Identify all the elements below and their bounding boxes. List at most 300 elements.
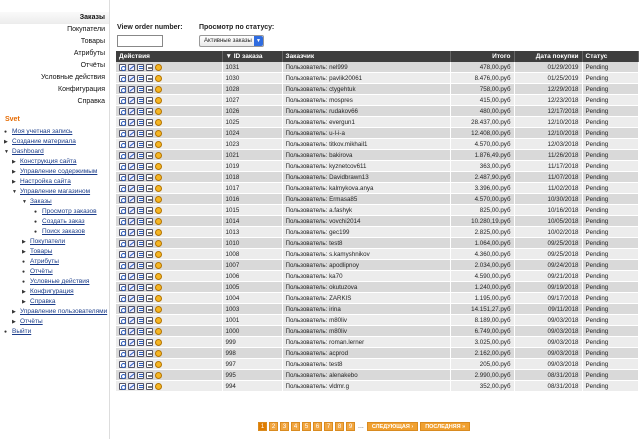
order-id-cell[interactable]: 997 bbox=[222, 359, 282, 370]
status-cell: Pending bbox=[582, 62, 638, 73]
invoice-icon[interactable] bbox=[137, 64, 144, 71]
customer-icon[interactable] bbox=[155, 240, 162, 247]
view-order-icon[interactable] bbox=[119, 240, 126, 247]
print-icon[interactable] bbox=[146, 240, 153, 247]
view-order-icon[interactable] bbox=[119, 295, 126, 302]
table-row[interactable] bbox=[116, 128, 638, 139]
customer-cell[interactable]: Пользователь: titkov.mikhail1 bbox=[282, 139, 450, 150]
customer-cell[interactable]: Пользователь: bakirova bbox=[282, 150, 450, 161]
nav-item-view-orders[interactable]: ● Просмотр заказов bbox=[34, 208, 97, 215]
print-icon[interactable] bbox=[146, 284, 153, 291]
customer-icon[interactable] bbox=[155, 251, 162, 258]
table-row[interactable] bbox=[116, 249, 638, 260]
view-order-icon[interactable] bbox=[119, 229, 126, 236]
column-header-status[interactable]: Статус bbox=[582, 51, 638, 62]
invoice-icon[interactable] bbox=[137, 372, 144, 379]
print-icon[interactable] bbox=[146, 163, 153, 170]
top-menu-item-customers[interactable]: Покупатели bbox=[67, 26, 105, 33]
customer-icon[interactable] bbox=[155, 207, 162, 214]
invoice-icon[interactable] bbox=[137, 361, 144, 368]
customer-cell[interactable]: Пользователь: a.fashyk bbox=[282, 205, 450, 216]
table-row[interactable] bbox=[116, 161, 638, 172]
customer-icon[interactable] bbox=[155, 174, 162, 181]
print-icon[interactable] bbox=[146, 75, 153, 82]
column-header-order-id[interactable]: ▼ ID заказа bbox=[222, 51, 282, 62]
top-menu-item-conditional-actions[interactable]: Условные действия bbox=[40, 74, 105, 81]
order-id-cell[interactable]: 1005 bbox=[222, 282, 282, 293]
customer-icon[interactable] bbox=[155, 97, 162, 104]
print-icon[interactable] bbox=[146, 339, 153, 346]
edit-order-icon[interactable] bbox=[128, 262, 135, 269]
orders-table bbox=[116, 51, 639, 392]
customer-icon[interactable] bbox=[155, 229, 162, 236]
invoice-icon[interactable] bbox=[137, 163, 144, 170]
status-cell: Pending bbox=[582, 271, 638, 282]
print-icon[interactable] bbox=[146, 372, 153, 379]
edit-order-icon[interactable] bbox=[128, 339, 135, 346]
nav-item-products[interactable]: ▶ Товары bbox=[22, 248, 53, 255]
nav-item-my-account[interactable]: ● Моя учетная запись bbox=[4, 128, 73, 135]
customer-icon[interactable] bbox=[155, 86, 162, 93]
nav-item-attributes[interactable]: ● Атрибуты bbox=[22, 258, 59, 265]
print-icon[interactable] bbox=[146, 152, 153, 159]
view-order-icon[interactable] bbox=[119, 163, 126, 170]
nav-item-configuration[interactable]: ▶ Конфигурация bbox=[22, 288, 74, 295]
order-id-cell[interactable]: 1018 bbox=[222, 172, 282, 183]
total-cell: 480,00.руб bbox=[450, 106, 514, 117]
order-number-input[interactable] bbox=[117, 35, 163, 47]
view-order-icon[interactable] bbox=[119, 262, 126, 269]
edit-order-icon[interactable] bbox=[128, 119, 135, 126]
print-icon[interactable] bbox=[146, 262, 153, 269]
edit-order-icon[interactable] bbox=[128, 64, 135, 71]
table-row[interactable] bbox=[116, 95, 638, 106]
edit-order-icon[interactable] bbox=[128, 141, 135, 148]
order-id-cell[interactable]: 1019 bbox=[222, 161, 282, 172]
order-id-cell[interactable]: 1028 bbox=[222, 84, 282, 95]
edit-order-icon[interactable] bbox=[128, 317, 135, 324]
order-id-cell[interactable]: 1010 bbox=[222, 238, 282, 249]
customer-cell[interactable]: Пользователь: u-l-i-a bbox=[282, 128, 450, 139]
nav-item-search-orders[interactable]: ● Поиск заказов bbox=[34, 228, 85, 235]
customer-cell[interactable]: Пользователь: irina bbox=[282, 304, 450, 315]
customer-icon[interactable] bbox=[155, 196, 162, 203]
print-icon[interactable] bbox=[146, 130, 153, 137]
view-order-icon[interactable] bbox=[119, 174, 126, 181]
table-row[interactable] bbox=[116, 183, 638, 194]
order-id-cell[interactable]: 998 bbox=[222, 348, 282, 359]
purchase-date-cell: 09/03/2018 bbox=[514, 326, 582, 337]
order-id-cell[interactable]: 1030 bbox=[222, 73, 282, 84]
nav-item-create-order[interactable]: ● Создать заказ bbox=[34, 218, 85, 225]
print-icon[interactable] bbox=[146, 174, 153, 181]
top-menu-item-orders[interactable]: Заказы bbox=[0, 12, 109, 24]
invoice-icon[interactable] bbox=[137, 108, 144, 115]
print-icon[interactable] bbox=[146, 361, 153, 368]
customer-cell[interactable]: Пользователь: pavlik20061 bbox=[282, 73, 450, 84]
order-id-cell[interactable]: 1025 bbox=[222, 117, 282, 128]
invoice-icon[interactable] bbox=[137, 339, 144, 346]
view-order-icon[interactable] bbox=[119, 185, 126, 192]
customer-icon[interactable] bbox=[155, 317, 162, 324]
table-row[interactable] bbox=[116, 216, 638, 227]
nav-item-dashboard[interactable]: ▼ Dashboard bbox=[4, 148, 44, 155]
customer-cell[interactable]: Пользователь: alenakebo bbox=[282, 370, 450, 381]
customer-cell[interactable]: Пользователь: m80liv bbox=[282, 315, 450, 326]
customer-icon[interactable] bbox=[155, 339, 162, 346]
order-id-cell[interactable]: 995 bbox=[222, 370, 282, 381]
edit-order-icon[interactable] bbox=[128, 108, 135, 115]
nav-item-user-management[interactable]: ▶ Управление пользователями bbox=[12, 308, 108, 315]
edit-order-icon[interactable] bbox=[128, 251, 135, 258]
customer-cell[interactable]: Пользователь: rudakov66 bbox=[282, 106, 450, 117]
customer-icon[interactable] bbox=[155, 273, 162, 280]
customer-cell[interactable]: Пользователь: ctygehtuk bbox=[282, 84, 450, 95]
order-id-cell[interactable]: 1024 bbox=[222, 128, 282, 139]
customer-cell[interactable]: Пользователь: gec199 bbox=[282, 227, 450, 238]
table-row[interactable] bbox=[116, 282, 638, 293]
print-icon[interactable] bbox=[146, 229, 153, 236]
invoice-icon[interactable] bbox=[137, 185, 144, 192]
main-content bbox=[113, 0, 637, 439]
table-row[interactable] bbox=[116, 304, 638, 315]
table-row[interactable] bbox=[116, 315, 638, 326]
actions-cell bbox=[116, 359, 222, 370]
table-row[interactable] bbox=[116, 359, 638, 370]
table-row[interactable] bbox=[116, 205, 638, 216]
print-icon[interactable] bbox=[146, 273, 153, 280]
nav-item-orders[interactable]: ▼ Заказы bbox=[22, 198, 52, 205]
table-row[interactable] bbox=[116, 117, 638, 128]
print-icon[interactable] bbox=[146, 185, 153, 192]
view-order-icon[interactable] bbox=[119, 75, 126, 82]
print-icon[interactable] bbox=[146, 207, 153, 214]
print-icon[interactable] bbox=[146, 317, 153, 324]
order-id-cell[interactable]: 1021 bbox=[222, 150, 282, 161]
table-row[interactable] bbox=[116, 106, 638, 117]
customer-icon[interactable] bbox=[155, 372, 162, 379]
view-order-icon[interactable] bbox=[119, 339, 126, 346]
edit-order-icon[interactable] bbox=[128, 75, 135, 82]
invoice-icon[interactable] bbox=[137, 251, 144, 258]
customer-cell[interactable]: Пользователь: evergun1 bbox=[282, 117, 450, 128]
edit-order-icon[interactable] bbox=[128, 196, 135, 203]
invoice-icon[interactable] bbox=[137, 152, 144, 159]
edit-order-icon[interactable] bbox=[128, 306, 135, 313]
customer-cell[interactable]: Пользователь: vovchi2014 bbox=[282, 216, 450, 227]
edit-order-icon[interactable] bbox=[128, 328, 135, 335]
top-menu-item-attributes[interactable]: Атрибуты bbox=[73, 50, 105, 57]
top-menu-item-configuration[interactable]: Конфигурация bbox=[58, 86, 105, 93]
table-row[interactable] bbox=[116, 370, 638, 381]
invoice-icon[interactable] bbox=[137, 75, 144, 82]
invoice-icon[interactable] bbox=[137, 119, 144, 126]
top-menu-item-products[interactable]: Товары bbox=[80, 38, 105, 45]
purchase-date-cell: 11/02/2018 bbox=[514, 183, 582, 194]
order-id-cell[interactable]: 1016 bbox=[222, 194, 282, 205]
edit-order-icon[interactable] bbox=[128, 97, 135, 104]
customer-icon[interactable] bbox=[155, 119, 162, 126]
customer-icon[interactable] bbox=[155, 163, 162, 170]
invoice-icon[interactable] bbox=[137, 306, 144, 313]
purchase-date-cell: 09/03/2018 bbox=[514, 337, 582, 348]
customer-cell[interactable]: Пользователь: mospres bbox=[282, 95, 450, 106]
table-row[interactable] bbox=[116, 194, 638, 205]
order-id-cell[interactable]: 1023 bbox=[222, 139, 282, 150]
customer-cell[interactable]: Пользователь: m80liv bbox=[282, 326, 450, 337]
customer-cell[interactable]: Пользователь: test8 bbox=[282, 359, 450, 370]
view-order-icon[interactable] bbox=[119, 218, 126, 225]
order-id-cell[interactable]: 1007 bbox=[222, 260, 282, 271]
last-page-button[interactable]: ПОСЛЕДНЯЯ » bbox=[420, 422, 470, 431]
invoice-icon[interactable] bbox=[137, 229, 144, 236]
print-icon[interactable] bbox=[146, 295, 153, 302]
edit-order-icon[interactable] bbox=[128, 273, 135, 280]
top-menu-item-help[interactable]: Справка bbox=[77, 98, 105, 105]
table-row[interactable] bbox=[116, 172, 638, 183]
print-icon[interactable] bbox=[146, 64, 153, 71]
customer-icon[interactable] bbox=[155, 75, 162, 82]
edit-order-icon[interactable] bbox=[128, 130, 135, 137]
page-button-3[interactable]: 3 bbox=[280, 422, 289, 431]
order-id-cell[interactable]: 1003 bbox=[222, 304, 282, 315]
column-header-customer[interactable]: Заказчик bbox=[282, 51, 450, 62]
invoice-icon[interactable] bbox=[137, 130, 144, 137]
customer-icon[interactable] bbox=[155, 108, 162, 115]
invoice-icon[interactable] bbox=[137, 196, 144, 203]
order-id-cell[interactable]: 1015 bbox=[222, 205, 282, 216]
order-id-cell[interactable]: 1008 bbox=[222, 249, 282, 260]
view-order-icon[interactable] bbox=[119, 361, 126, 368]
edit-order-icon[interactable] bbox=[128, 361, 135, 368]
edit-order-icon[interactable] bbox=[128, 86, 135, 93]
view-order-icon[interactable] bbox=[119, 97, 126, 104]
table-row[interactable] bbox=[116, 73, 638, 84]
view-order-icon[interactable] bbox=[119, 328, 126, 335]
view-order-icon[interactable] bbox=[119, 152, 126, 159]
customer-icon[interactable] bbox=[155, 284, 162, 291]
customer-cell[interactable]: Пользователь: Ermasa85 bbox=[282, 194, 450, 205]
column-header-total[interactable]: Итого bbox=[450, 51, 514, 62]
view-order-icon[interactable] bbox=[119, 383, 126, 390]
print-icon[interactable] bbox=[146, 383, 153, 390]
table-row[interactable] bbox=[116, 139, 638, 150]
order-id-cell[interactable]: 1004 bbox=[222, 293, 282, 304]
customer-cell[interactable]: Пользователь: kalmykova.anya bbox=[282, 183, 450, 194]
customer-icon[interactable] bbox=[155, 64, 162, 71]
customer-icon[interactable] bbox=[155, 328, 162, 335]
customer-cell[interactable]: Пользователь: apodlipnoy bbox=[282, 260, 450, 271]
order-id-cell[interactable]: 1027 bbox=[222, 95, 282, 106]
edit-order-icon[interactable] bbox=[128, 383, 135, 390]
view-order-icon[interactable] bbox=[119, 317, 126, 324]
table-row[interactable] bbox=[116, 62, 638, 73]
customer-cell[interactable]: Пользователь: acprod bbox=[282, 348, 450, 359]
view-order-icon[interactable] bbox=[119, 207, 126, 214]
table-row[interactable] bbox=[116, 150, 638, 161]
customer-icon[interactable] bbox=[155, 130, 162, 137]
nav-item-reports[interactable]: ● Отчёты bbox=[22, 268, 53, 275]
sort-desc-icon: ▼ bbox=[225, 53, 234, 60]
print-icon[interactable] bbox=[146, 251, 153, 258]
table-row[interactable] bbox=[116, 271, 638, 282]
table-row[interactable] bbox=[116, 326, 638, 337]
edit-order-icon[interactable] bbox=[128, 284, 135, 291]
customer-cell[interactable]: Пользователь: kyznetcov611 bbox=[282, 161, 450, 172]
view-order-icon[interactable] bbox=[119, 86, 126, 93]
nav-item-conditional-actions[interactable]: ● Условные действия bbox=[22, 278, 90, 285]
table-row[interactable] bbox=[116, 227, 638, 238]
table-row[interactable] bbox=[116, 337, 638, 348]
edit-order-icon[interactable] bbox=[128, 295, 135, 302]
page-button-9[interactable]: 9 bbox=[346, 422, 355, 431]
edit-order-icon[interactable] bbox=[128, 218, 135, 225]
invoice-icon[interactable] bbox=[137, 317, 144, 324]
order-id-cell[interactable]: 1026 bbox=[222, 106, 282, 117]
print-icon[interactable] bbox=[146, 141, 153, 148]
edit-order-icon[interactable] bbox=[128, 174, 135, 181]
view-order-icon[interactable] bbox=[119, 196, 126, 203]
invoice-icon[interactable] bbox=[137, 383, 144, 390]
nav-item-customers[interactable]: ▶ Покупатели bbox=[22, 238, 66, 245]
customer-cell[interactable]: Пользователь: vldmr.g bbox=[282, 381, 450, 392]
print-icon[interactable] bbox=[146, 119, 153, 126]
order-id-cell[interactable]: 999 bbox=[222, 337, 282, 348]
view-order-icon[interactable] bbox=[119, 119, 126, 126]
page-button-8[interactable]: 8 bbox=[335, 422, 344, 431]
invoice-icon[interactable] bbox=[137, 218, 144, 225]
print-icon[interactable] bbox=[146, 196, 153, 203]
edit-order-icon[interactable] bbox=[128, 372, 135, 379]
view-order-icon[interactable] bbox=[119, 350, 126, 357]
customer-icon[interactable] bbox=[155, 383, 162, 390]
print-icon[interactable] bbox=[146, 97, 153, 104]
print-icon[interactable] bbox=[146, 328, 153, 335]
customer-cell[interactable]: Пользователь: nel999 bbox=[282, 62, 450, 73]
customer-icon[interactable] bbox=[155, 218, 162, 225]
customer-cell[interactable]: Пользователь: s.kamyshnikov bbox=[282, 249, 450, 260]
invoice-icon[interactable] bbox=[137, 207, 144, 214]
customer-cell[interactable]: Пользователь: test8 bbox=[282, 238, 450, 249]
view-order-icon[interactable] bbox=[119, 251, 126, 258]
print-icon[interactable] bbox=[146, 86, 153, 93]
order-id-cell[interactable]: 994 bbox=[222, 381, 282, 392]
status-filter-select[interactable] bbox=[199, 35, 264, 47]
print-icon[interactable] bbox=[146, 306, 153, 313]
customer-icon[interactable] bbox=[155, 141, 162, 148]
invoice-icon[interactable] bbox=[137, 295, 144, 302]
table-row[interactable] bbox=[116, 381, 638, 392]
table-row[interactable] bbox=[116, 238, 638, 249]
table-row[interactable] bbox=[116, 348, 638, 359]
view-order-icon[interactable] bbox=[119, 306, 126, 313]
customer-cell[interactable]: Пользователь: okutuzova bbox=[282, 282, 450, 293]
customer-cell[interactable]: Пользователь: ZARKIS bbox=[282, 293, 450, 304]
nav-item-reports-2[interactable]: ▶ Отчёты bbox=[12, 318, 43, 325]
nav-item-site-settings[interactable]: ▶ Настройка сайта bbox=[12, 178, 71, 185]
edit-order-icon[interactable] bbox=[128, 207, 135, 214]
edit-order-icon[interactable] bbox=[128, 185, 135, 192]
page-button-5[interactable]: 5 bbox=[302, 422, 311, 431]
order-id-cell[interactable]: 1000 bbox=[222, 326, 282, 337]
print-icon[interactable] bbox=[146, 218, 153, 225]
order-id-cell[interactable]: 1006 bbox=[222, 271, 282, 282]
view-order-icon[interactable] bbox=[119, 273, 126, 280]
order-id-cell[interactable]: 1017 bbox=[222, 183, 282, 194]
column-header-purchase-date[interactable]: Дата покупки bbox=[514, 51, 582, 62]
customer-icon[interactable] bbox=[155, 262, 162, 269]
customer-icon[interactable] bbox=[155, 295, 162, 302]
view-order-icon[interactable] bbox=[119, 141, 126, 148]
table-row[interactable] bbox=[116, 260, 638, 271]
customer-cell[interactable]: Пользователь: roman.lerner bbox=[282, 337, 450, 348]
customer-cell[interactable]: Пользователь: Davidbrawn13 bbox=[282, 172, 450, 183]
customer-icon[interactable] bbox=[155, 185, 162, 192]
customer-icon[interactable] bbox=[155, 361, 162, 368]
page-button-6[interactable]: 6 bbox=[313, 422, 322, 431]
invoice-icon[interactable] bbox=[137, 240, 144, 247]
page-button-4[interactable]: 4 bbox=[291, 422, 300, 431]
customer-icon[interactable] bbox=[155, 152, 162, 159]
invoice-icon[interactable] bbox=[137, 141, 144, 148]
order-id-cell[interactable]: 1014 bbox=[222, 216, 282, 227]
print-icon[interactable] bbox=[146, 350, 153, 357]
table-row[interactable] bbox=[116, 293, 638, 304]
view-order-icon[interactable] bbox=[119, 130, 126, 137]
view-order-icon[interactable] bbox=[119, 284, 126, 291]
page-button-1[interactable]: 1 bbox=[258, 422, 267, 431]
table-row[interactable] bbox=[116, 84, 638, 95]
page-button-7[interactable]: 7 bbox=[324, 422, 333, 431]
view-order-icon[interactable] bbox=[119, 372, 126, 379]
invoice-icon[interactable] bbox=[137, 284, 144, 291]
nav-item-store-management[interactable]: ▼ Управление магазином bbox=[12, 188, 91, 195]
invoice-icon[interactable] bbox=[137, 97, 144, 104]
customer-cell[interactable]: Пользователь: ka70 bbox=[282, 271, 450, 282]
invoice-icon[interactable] bbox=[137, 262, 144, 269]
nav-item-logout[interactable]: ● Выйти bbox=[4, 328, 32, 335]
view-order-icon[interactable] bbox=[119, 64, 126, 71]
order-id-cell[interactable]: 1001 bbox=[222, 315, 282, 326]
nav-item-content-management[interactable]: ▶ Управление содержимым bbox=[12, 168, 98, 175]
invoice-icon[interactable] bbox=[137, 350, 144, 357]
nav-item-create-content[interactable]: ▶ Создание материала bbox=[4, 138, 76, 145]
edit-order-icon[interactable] bbox=[128, 152, 135, 159]
top-menu-item-reports[interactable]: Отчёты bbox=[80, 62, 105, 69]
page-button-2[interactable]: 2 bbox=[269, 422, 278, 431]
filters-bar bbox=[117, 24, 617, 48]
edit-order-icon[interactable] bbox=[128, 163, 135, 170]
invoice-icon[interactable] bbox=[137, 174, 144, 181]
order-id-cell[interactable]: 1013 bbox=[222, 227, 282, 238]
print-icon[interactable] bbox=[146, 108, 153, 115]
invoice-icon[interactable] bbox=[137, 328, 144, 335]
nav-item-help[interactable]: ▶ Справка bbox=[22, 298, 56, 305]
nav-item-site-builder[interactable]: ▶ Конструкция сайта bbox=[12, 158, 77, 165]
order-id-cell[interactable]: 1031 bbox=[222, 62, 282, 73]
next-page-button[interactable]: СЛЕДУЮЩАЯ › bbox=[367, 422, 418, 431]
invoice-icon[interactable] bbox=[137, 273, 144, 280]
invoice-icon[interactable] bbox=[137, 86, 144, 93]
view-order-icon[interactable] bbox=[119, 108, 126, 115]
edit-order-icon[interactable] bbox=[128, 350, 135, 357]
customer-icon[interactable] bbox=[155, 306, 162, 313]
actions-cell bbox=[116, 315, 222, 326]
edit-order-icon[interactable] bbox=[128, 240, 135, 247]
actions-cell bbox=[116, 293, 222, 304]
edit-order-icon[interactable] bbox=[128, 229, 135, 236]
customer-icon[interactable] bbox=[155, 350, 162, 357]
